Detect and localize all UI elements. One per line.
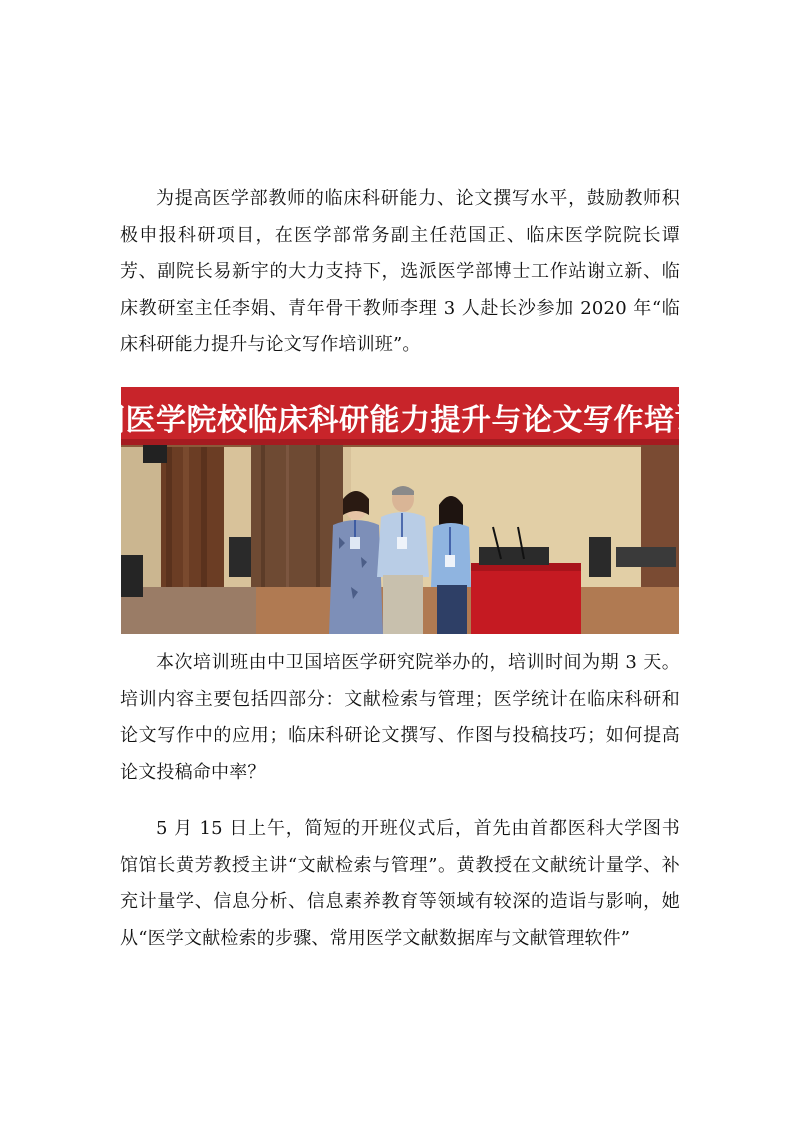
paragraph-intro: 为提高医学部教师的临床科研能力、论文撰写水平，鼓励教师积极申报科研项目，在医学部常务副主任范国正、临床医学院院长谭芳、副院长易新宇的大力支持下，选派医学部博士工作站谢立新、临床教研室主任李娟、青年骨干教师李理 3 人赴长沙参加 2020 年“临床科研能力提升与论文写作培训班”。 — [120, 188, 680, 355]
training-photo — [64, 387, 736, 634]
paragraph-may-15: 5 月 15 日上午，简短的开班仪式后，首先由首都医科大学图书馆馆长黄芳教授主讲“文献检索与管理”。黄教授在文献统计量学、补充计量学、信息分析、信息素养教育等领域有较深的造诣与影响，她从“医学文献检索的步骤、常用医学文献数据库与文献管理软件” — [120, 818, 680, 949]
paragraph-training-content: 本次培训班由中卫国培医学研究院举办的，培训时间为期 3 天。培训内容主要包括四部分：文献检索与管理；医学统计在临床科研和论文写作中的应用；临床科研论文撰写、作图与投稿技巧；如何提高论文投稿命中率？ — [120, 652, 680, 783]
banner-title: 全国医学院校临床科研能力提升与论文写作培训班 — [64, 403, 736, 438]
